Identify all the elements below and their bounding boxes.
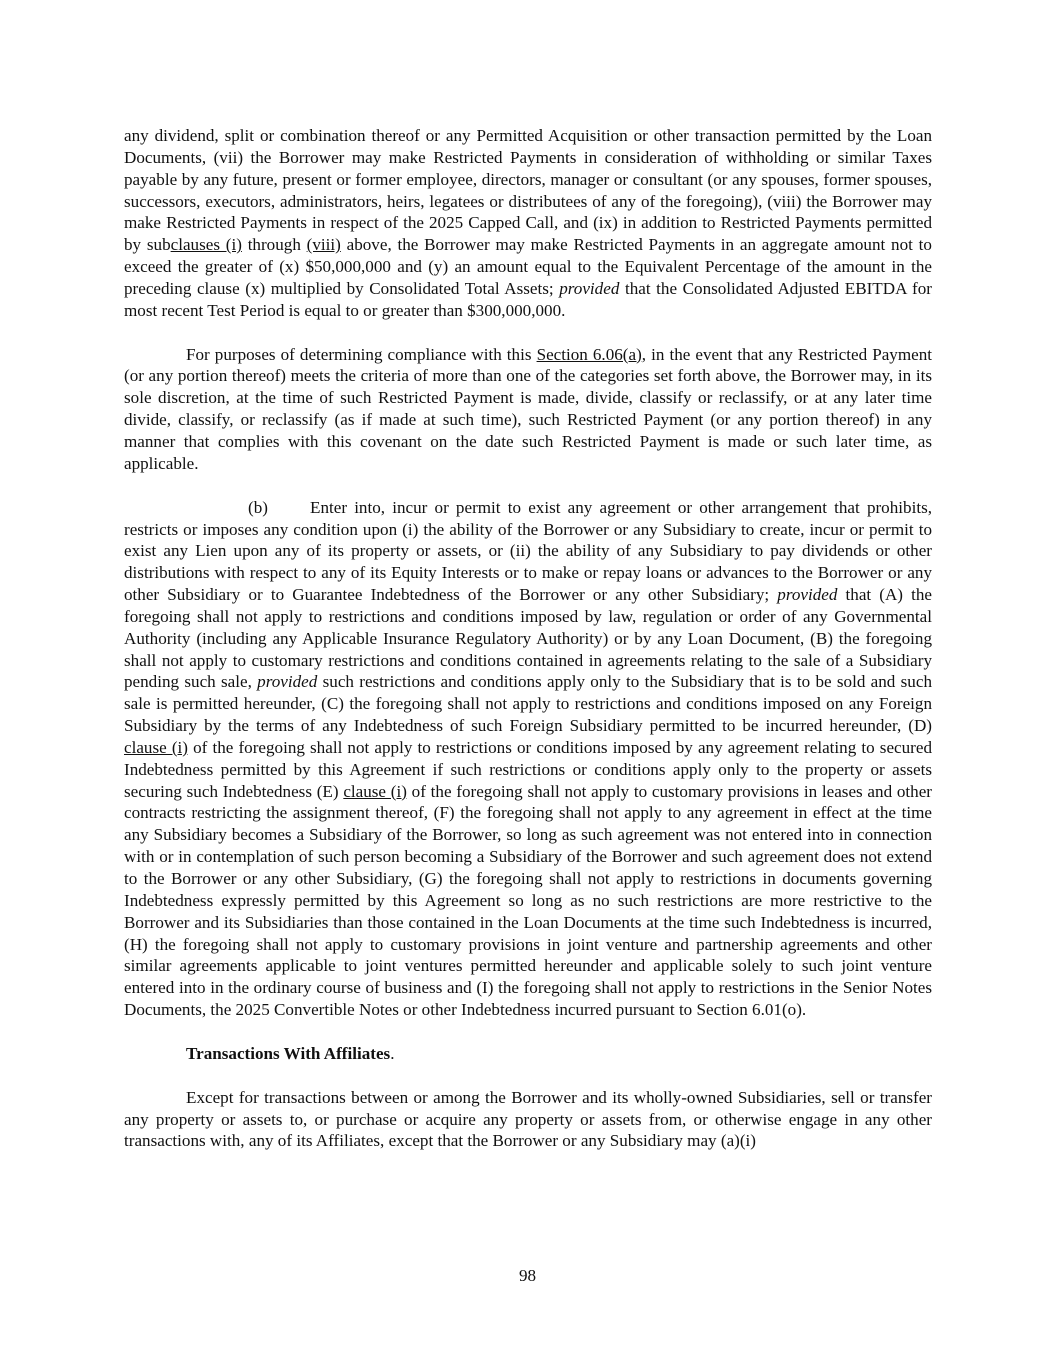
clause-i-reference: clause (i) [343,781,407,801]
section-heading-transactions-with-affiliates [124,1043,932,1065]
paragraph-compliance-determination [124,344,932,475]
provided-italic: provided [777,585,838,605]
provided-italic: provided [257,672,318,692]
section-6-06-a-reference: Section 6.06(a) [536,344,642,364]
provided-italic: provided [559,278,620,298]
paragraph-b-restrictive-agreements [124,497,932,1021]
text-run: that (A) the foregoing shall not apply to restrictions and conditions imposed by law, regulation or order of any Governmental Authority (including any Applicable Insurance Regulatory Authority) or by any Loan Document, (B) the foregoing shall not apply to customary restrictions and conditions contained in agreements relating to the sale of a Subsidiary pending such sale, [124,585,932,692]
page-number: 98 [518,1266,537,1285]
text-run: Enter into, incur or permit to exist any agreement or other arrangement that prohibits, restricts or imposes any condition upon (i) the ability of the Borrower or any Subsidiary to create, incur or permit to exist any Lien upon any of its property or assets, or (ii) the ability of any Subsidiary to pay dividends or other distributions with respect to any of its Equity Interests or to make or repay loans or advances to the Borrower or any other Subsidiary or to Guarantee Indebtedness of the Borrower or any other Subsidiary; [124,497,932,605]
text-run: that the Consolidated Adjusted EBITDA for most recent Test Period is equal to or greater than $300,000,000. [124,278,932,320]
clause-b-label: (b) [248,497,268,517]
text-run: such restrictions and conditions apply only to the Subsidiary that is to be sold and such sale is permitted hereunder, (C) the foregoing shall not apply to restrictions and conditions imposed on any Foreign Subsidiary by the terms of any Indebtedness of such Foreign Subsidiary permitted to be incurred hereunder, (D) [124,672,932,736]
clauses-i-reference: clauses (i) [170,235,242,255]
clause-i-reference: clause (i) [124,737,188,757]
text-run: of the foregoing shall not apply to restrictions or conditions imposed by any agreement relating to secured Indebtedness permitted by this Agreement if such restrictions or conditions apply only to the property or assets securing such Indebtedness (E) [124,737,932,801]
text-run: through [241,235,307,255]
text-run: any dividend, split or combination thereof or any Permitted Acquisition or other transaction permitted by the Loan Documents, (vii) the Borrower may make Restricted Payments in consideration of withholding or similar Taxes payable by any future, present or former employee, directors, manager or consultant (or any spouses, former spouses, successors, executors, administrators, heirs, legatees or distributees of any of the foregoing), (viii) the Borrower may make Restricted Payments in respect of the 2025 Capped Call, and (ix) in addition to Restricted Payments permitted by sub [124,126,932,255]
heading-title: Transactions With Affiliates [186,1043,391,1063]
paragraph-restricted-payments-continued [124,125,932,322]
text-run: above, the Borrower may make Restricted Payments in an aggregate amount not to exceed the greater of (x) $50,000,000 and (y) an amount equal to the Equivalent Percentage of the amount in the preceding clause (x) multiplied by Consolidated Total Assets; [124,235,932,298]
document-page [124,125,932,1152]
paragraph-affiliate-transactions [124,1087,932,1153]
text-run: Except for transactions between or among the Borrower and its wholly-owned Subsidiaries, sell or transfer any property or assets to, or purchase or acquire any property or assets from, or otherwise engage in any other transactions with, any of its Affiliates, except that the Borrower or any Subsidiary may (a)(i) [124,1087,932,1151]
clause-viii-reference: (viii) [306,235,341,255]
text-run: , in the event that any Restricted Payment (or any portion thereof) meets the criteria of more than one of the categories set forth above, the Borrower may, in its sole discretion, at the time of such Restricted Payment is made, divide, classify or reclassify, or at any later time divide, classify, or reclassify (as if made at such time), such Restricted Payment (or any portion thereof) in any manner that complies with this covenant on the date such Restricted Payment is made or such later time, as applicable. [124,344,933,473]
heading-period: . [390,1043,395,1063]
text-run: For purposes of determining compliance with this [186,344,537,364]
text-run: of the foregoing shall not apply to customary provisions in leases and other contracts restricting the assignment thereof, (F) the foregoing shall not apply to any agreement in effect at the time any Subsidiary becomes a Subsidiary of the Borrower, so long as such agreement was not entered into in connection with or in contemplation of such person becoming a Subsidiary of the Borrower and such agreement does not extend to the Borrower or any other Subsidiary, (G) the foregoing shall not apply to restrictions in documents governing Indebtedness expressly permitted by this Agreement so long as no such restrictions are more restrictive to the Borrower and its Subsidiaries than those contained in the Loan Documents at the time such Indebtedness is incurred, (H) the foregoing shall not apply to customary provisions in joint venture and partnership agreements and other similar agreements applicable to joint ventures permitted hereunder and applicable solely to such joint venture entered into in the ordinary course of business and (I) the foregoing shall not apply to restrictions in the Senior Notes Documents, the 2025 Convertible Notes or other Indebtedness incurred pursuant to Section 6.01(o). [124,781,932,1020]
